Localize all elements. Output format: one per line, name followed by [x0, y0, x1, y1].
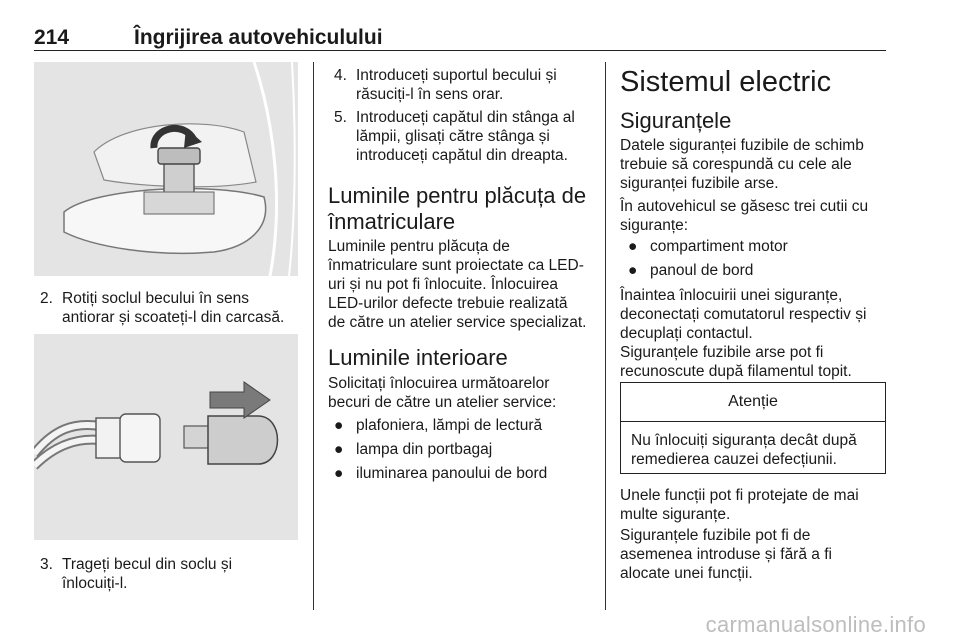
- text-line: Datele siguranței fuzibile de schimb: [620, 137, 864, 154]
- step-number: 4.: [334, 67, 347, 84]
- fuses-paragraph-2: [620, 197, 886, 235]
- watermark: carmanualsonline.info: [705, 612, 926, 637]
- list-item-text: panoul de bord: [650, 262, 754, 279]
- step-line: Introduceți capătul din stânga al: [356, 109, 575, 126]
- text-line: siguranțe:: [620, 217, 689, 234]
- text-line: Luminile pentru plăcuța de: [328, 238, 510, 255]
- step-line: înlocuiți-l.: [62, 575, 128, 592]
- text-line: Siguranțele fuzibile pot fi de: [620, 527, 811, 544]
- plate-lights-paragraph: [328, 237, 604, 332]
- page-header: [34, 18, 886, 51]
- interior-lights-paragraph: [328, 374, 604, 412]
- step-line: Rotiți soclul becului în sens: [62, 290, 249, 307]
- figure-lamp-housing: [34, 62, 298, 276]
- column-divider: [313, 62, 314, 610]
- bullet-icon: ●: [628, 238, 638, 255]
- text-line: Unele funcții pot fi protejate de mai: [620, 487, 859, 504]
- heading-line: înmatriculare: [328, 209, 456, 234]
- step-line: introduceți capătul din dreapta.: [356, 147, 568, 164]
- step-number: 3.: [40, 556, 53, 573]
- step-number: 5.: [334, 109, 347, 126]
- text-line: decuplați contactul.: [620, 325, 753, 342]
- section-heading-interior-lights: Luminile interioare: [328, 345, 508, 370]
- step-2: [40, 289, 310, 327]
- text-line: Siguranțele fuzibile arse pot fi: [620, 344, 824, 361]
- warning-title: Atenție: [621, 383, 885, 422]
- step-number: 2.: [40, 290, 53, 307]
- text-line: înmatriculare sunt proiectate ca LED-: [328, 257, 584, 274]
- step-3: [40, 555, 310, 593]
- list-item-text: lampa din portbagaj: [356, 441, 493, 458]
- page-number: 214: [34, 26, 70, 49]
- text-line: Nu înlocuiți siguranța decât după: [631, 432, 857, 449]
- text-line: alocate unei funcții.: [620, 565, 753, 582]
- list-item-text: plafoniera, lămpi de lectură: [356, 417, 543, 434]
- warning-box: [620, 382, 886, 474]
- running-title: Îngrijirea autovehiculului: [134, 26, 383, 49]
- text-line: multe siguranțe.: [620, 506, 731, 523]
- bullet-icon: ●: [334, 417, 344, 434]
- section-title: Sistemul electric: [620, 66, 832, 98]
- fuses-paragraph-3: [620, 286, 886, 343]
- fuses-paragraph-4: [620, 343, 886, 381]
- text-line: siguranței fuzibile arse.: [620, 175, 779, 192]
- bulb-removal-illustration: [34, 334, 298, 540]
- bullet-icon: ●: [334, 465, 344, 482]
- warning-text: [631, 431, 857, 469]
- text-line: Solicitați înlocuirea următoarelor: [328, 375, 550, 392]
- figure-bulb-removal: [34, 334, 298, 540]
- text-line: trebuie să corespundă cu cele ale: [620, 156, 852, 173]
- text-line: becuri de către un atelier service:: [328, 394, 557, 411]
- heading-line: Luminile pentru plăcuța de: [328, 183, 587, 208]
- section-heading-plate-lights: [328, 183, 586, 235]
- text-line: În autovehicul se găsesc trei cutii cu: [620, 198, 869, 215]
- fuses-paragraph-6: [620, 526, 886, 583]
- column-divider: [605, 62, 606, 610]
- list-item-text: compartiment motor: [650, 238, 788, 255]
- fuses-paragraph-5: [620, 486, 886, 524]
- bullet-icon: ●: [334, 441, 344, 458]
- text-line: LED-urilor defecte trebuie realizată: [328, 295, 568, 312]
- step-4: [334, 66, 604, 104]
- list-item-text: iluminarea panoului de bord: [356, 465, 548, 482]
- step-line: antiorar și scoateți-l din carcasă.: [62, 309, 285, 326]
- bullet-icon: ●: [628, 262, 638, 279]
- text-line: remedierea cauzei defecțiunii.: [631, 451, 837, 468]
- text-line: de către un atelier service specializat.: [328, 314, 587, 331]
- lamp-housing-illustration: [34, 62, 298, 276]
- text-line: asemenea introduse și fără a fi: [620, 546, 832, 563]
- text-line: deconectați comutatorul respectiv și: [620, 306, 867, 323]
- fuses-paragraph-1: [620, 136, 886, 193]
- text-line: uri și nu pot fi înlocuite. Înlocuirea: [328, 276, 559, 293]
- step-line: răsuciți-l în sens orar.: [356, 86, 504, 103]
- text-line: Înaintea înlocuirii unei siguranțe,: [620, 287, 843, 304]
- text-line: recunoscute după filamentul topit.: [620, 363, 852, 380]
- step-line: lămpii, glisați către stânga și: [356, 128, 550, 145]
- step-5: [334, 108, 604, 165]
- step-line: Trageți becul din soclu și: [62, 556, 233, 573]
- step-line: Introduceți suportul becului și: [356, 67, 557, 84]
- sub-heading: Siguranțele: [620, 108, 732, 133]
